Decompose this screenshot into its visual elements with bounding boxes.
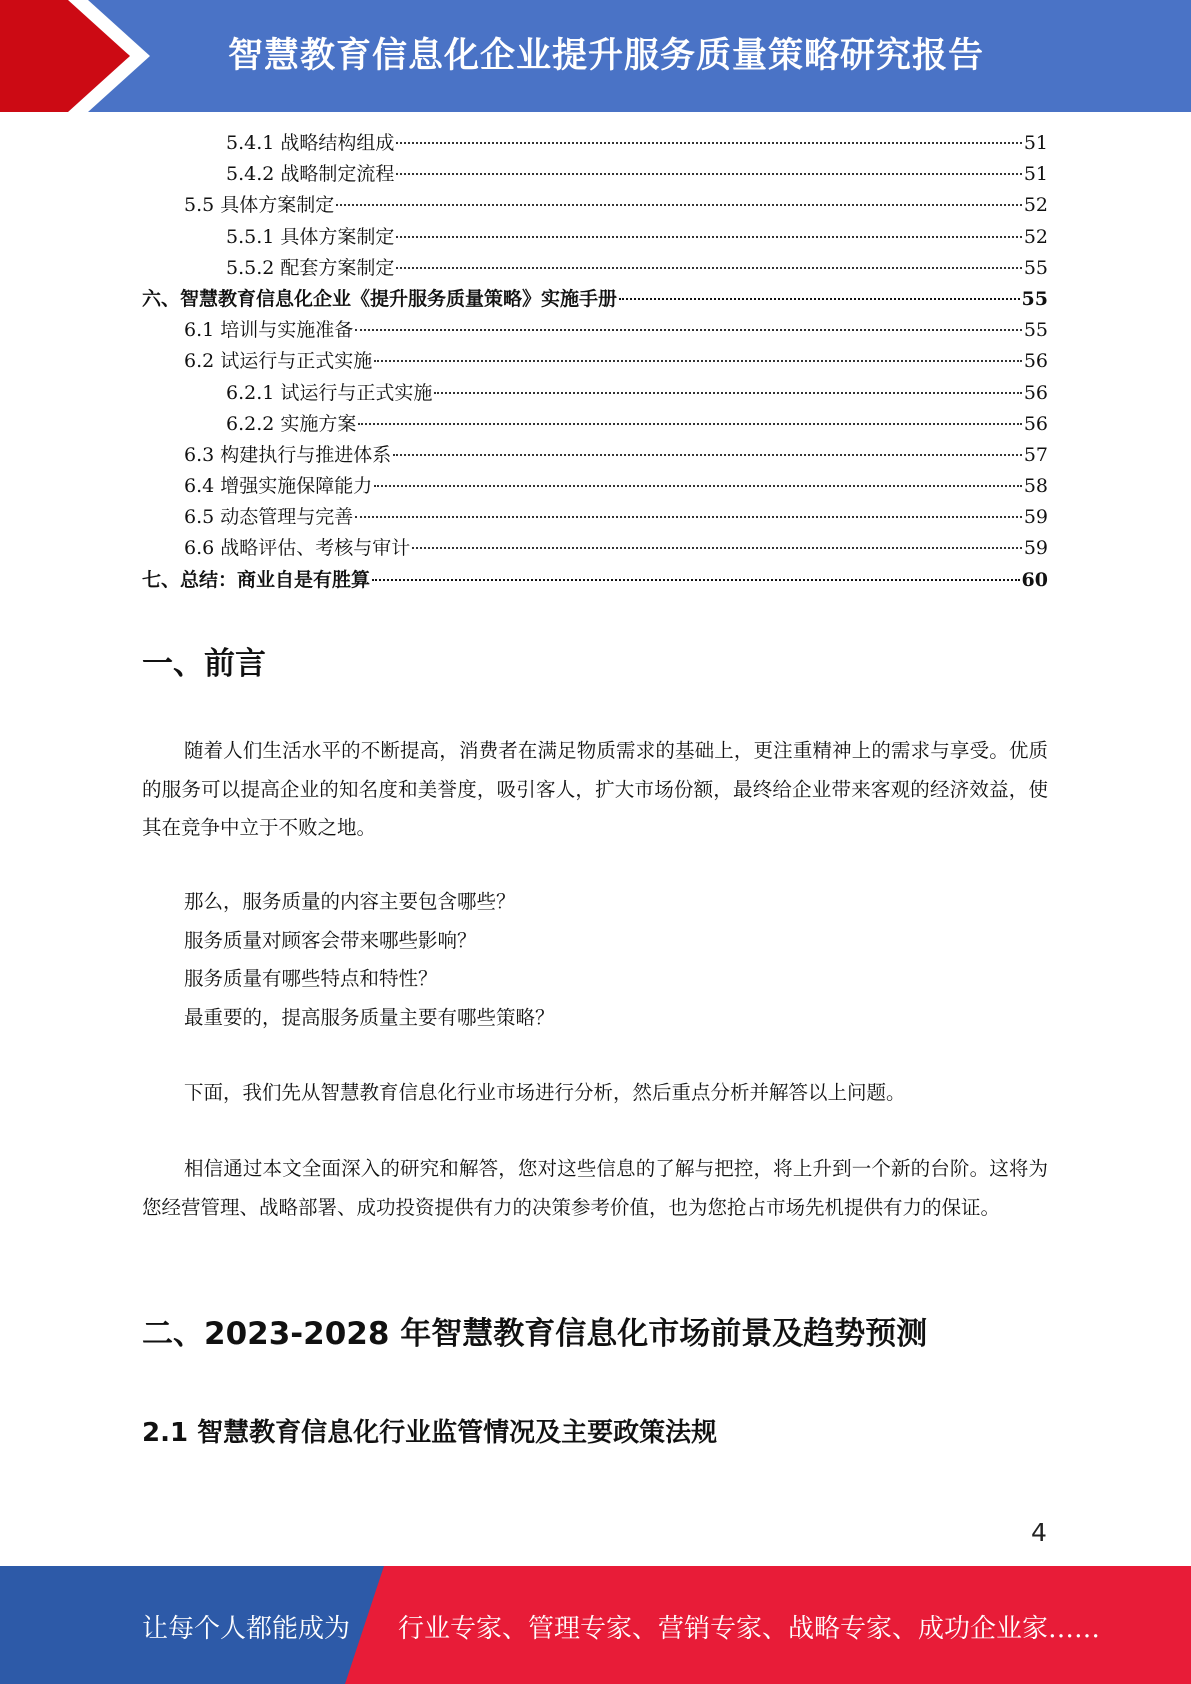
toc-entry[interactable] [142,346,1048,377]
toc-entry-title: 5.4.1 战略结构组成 [226,132,395,154]
toc-entry-title: 六、智慧教育信息化企业《提升服务质量策略》实施手册 [142,287,618,310]
toc-entry-page: 56 [1023,350,1048,373]
toc-entry[interactable] [142,284,1048,315]
toc-entry-title: 6.2.1 试运行与正式实施 [226,381,433,404]
toc-entry-page: 55 [1023,319,1048,342]
toc-leader-dots [412,547,1022,549]
toc-entry[interactable] [142,128,1048,159]
toc-entry-page: 60 [1021,568,1048,591]
question-list [184,883,555,1037]
toc-leader-dots [396,236,1021,238]
toc-entry[interactable] [142,565,1048,596]
toc-entry-page: 58 [1023,475,1048,498]
page-footer [0,1566,1191,1684]
toc-leader-dots [358,423,1021,425]
conclusion-paragraph: 相信通过本文全面深入的研究和解答，您对这些信息的了解与把控，将上升到一个新的台阶。这将为您经营管理、战略部署、成功投资提供有力的决策参考价值，也为您抢占市场先机提供有力的保证。 [142,1157,1048,1219]
intro-paragraph: 随着人们生活水平的不断提高，消费者在满足物质需求的基础上，更注重精神上的需求与享受。优质的服务可以提高企业的知名度和美誉度，吸引客人，扩大市场份额，最终给企业带来客观的经济效益，使其在竞争中立于不败之地。 [142,739,1048,839]
toc-leader-dots [355,329,1022,331]
footer-slogan-left: 让每个人都能成为 [142,1614,351,1644]
toc-entry[interactable] [142,222,1048,253]
toc-entry[interactable] [142,315,1048,346]
toc-entry-page: 55 [1023,256,1048,279]
toc-entry-page: 51 [1023,163,1048,186]
toc-entry-page: 52 [1023,225,1048,248]
toc-entry-page: 59 [1023,506,1048,529]
section-heading-market: 二、2023-2028 年智慧教育信息化市场前景及趋势预测 [142,1316,928,1352]
report-title: 智慧教育信息化企业提升服务质量策略研究报告 [228,36,985,76]
page-number: 4 [1031,1518,1047,1547]
toc-leader-dots [372,579,1020,581]
section-heading-intro: 一、前言 [142,646,266,682]
toc-entry-title: 5.5 具体方案制定 [184,194,335,217]
toc-entry[interactable] [142,378,1048,409]
toc-leader-dots [619,298,1020,300]
toc-entry-title: 6.2.2 实施方案 [226,412,357,435]
toc-entry[interactable] [142,190,1048,221]
toc-entry[interactable] [142,409,1048,440]
subsection-heading: 2.1 智慧教育信息化行业监管情况及主要政策法规 [142,1418,718,1448]
toc-entry-title: 6.3 构建执行与推进体系 [184,443,392,466]
header-red-arrow [0,0,260,112]
toc-leader-dots [393,454,1022,456]
toc-leader-dots [336,204,1022,206]
toc-leader-dots [396,173,1021,175]
toc-entry-title: 6.5 动态管理与完善 [184,506,354,529]
toc-leader-dots [434,392,1021,394]
question-item: 服务质量对顾客会带来哪些影响？ [184,928,477,952]
question-item: 那么，服务质量的内容主要包含哪些？ [184,890,516,913]
question-item: 服务质量有哪些特点和特性？ [184,967,438,990]
toc-leader-dots [396,267,1021,269]
toc-leader-dots [374,485,1022,487]
toc-entry[interactable] [142,159,1048,190]
page-header [0,0,1191,112]
toc-entry[interactable] [142,502,1048,533]
toc-entry-page: 55 [1021,287,1048,310]
toc-entry-title: 6.4 增强实施保障能力 [184,475,373,498]
toc-entry[interactable] [142,253,1048,284]
toc-entry[interactable] [142,533,1048,564]
toc-entry-page: 59 [1023,537,1048,560]
toc-leader-dots [396,142,1021,144]
toc-entry-page: 51 [1023,132,1048,154]
table-of-contents [142,128,1048,596]
toc-entry-page: 57 [1023,443,1048,466]
footer-slogan-right: 行业专家、管理专家、营销专家、战略专家、成功企业家…… [398,1614,1101,1644]
toc-entry-title: 6.6 战略评估、考核与审计 [184,537,411,560]
question-item: 最重要的，提高服务质量主要有哪些策略？ [184,1005,555,1029]
toc-entry-title: 6.2 试运行与正式实施 [184,350,373,373]
toc-entry-title: 5.5.1 具体方案制定 [226,225,395,248]
toc-entry-title: 5.4.2 战略制定流程 [226,163,395,186]
toc-leader-dots [355,516,1022,518]
toc-entry-page: 56 [1023,381,1048,404]
toc-entry-page: 56 [1023,412,1048,435]
analysis-paragraph: 下面，我们先从智慧教育信息化行业市场进行分析，然后重点分析并解答以上问题。 [184,1081,906,1104]
toc-entry-title: 5.5.2 配套方案制定 [226,256,395,279]
toc-entry[interactable] [142,440,1048,471]
toc-entry-title: 6.1 培训与实施准备 [184,319,354,342]
toc-leader-dots [374,360,1022,362]
toc-entry-title: 七、总结：商业自是有胜算 [142,568,371,591]
toc-entry[interactable] [142,471,1048,502]
toc-entry-page: 52 [1023,194,1048,217]
